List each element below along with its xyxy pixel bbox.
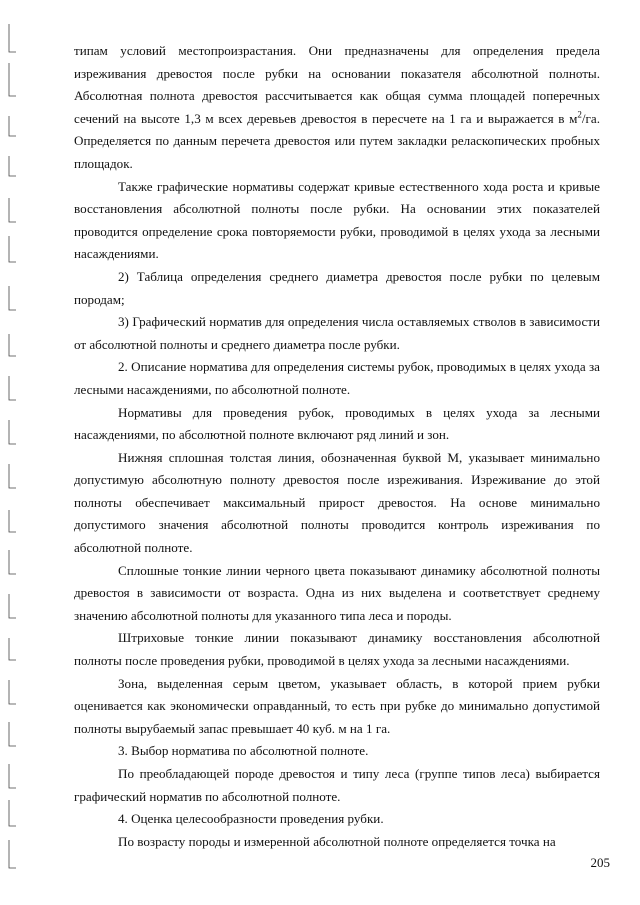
paragraph: 4. Оценка целесообразности проведения рубки.	[118, 811, 384, 827]
superscript-2: 2	[577, 109, 582, 120]
paragraph: Нижняя сплошная толстая линия, обозначенная буквой М, указывает минимально допустимую абсолютную полноту древостоя после изреживания. Изреживание до этой полноты обеспечивает максимальный прирост древостоя. На основе минимально допустимого значения абсолютной полноты проводится контроль изреживания по абсолютной полноте.	[74, 449, 600, 556]
paragraph: Также графические нормативы содержат кривые естественного хода роста и кривые восстановления абсолютной полноты после рубки. На основании этих показателей проводится определение срока повторяемости рубки, проводимой в целях ухода за лесными насаждениями.	[74, 178, 600, 262]
page-number: 205	[590, 855, 610, 870]
paragraph: Нормативы для проведения рубок, проводимых в целях ухода за лесными насаждениями, по абсолютной полноте включают ряд линий и зон.	[74, 404, 600, 443]
paragraph: Штриховые тонкие линии показывают динамику восстановления абсолютной полноты после проведения рубки, проводимой в целях ухода за лесными насаждениями.	[74, 630, 600, 669]
paragraph: 3. Выбор норматива по абсолютной полноте.	[118, 743, 369, 759]
paragraph: Зона, выделенная серым цветом, указывает область, в которой прием рубки оценивается как экономически оправданный, то есть при рубке до минимально допустимой полноты вырубаемый запас превышает 40 куб. м на 1 га.	[74, 675, 600, 736]
paragraph: По преобладающей породе древостоя и типу леса (группе типов леса) выбирается графический норматив по абсолютной полноте.	[74, 766, 600, 804]
paragraph: Сплошные тонкие линии черного цвета показывают динамику абсолютной полноты древостоя в зависимости от возраста. Одна из них выделена и соответствует среднему значению абсолютной полноты для указанного типа леса и породы.	[74, 562, 600, 623]
binding-margin-marks	[0, 0, 30, 905]
paragraph-text-part-1: типам условий местопроизрастания. Они предназначены для определения предела изреживания древостоя после рубки на основании показателя абсолютной полноты. Абсолютная полнота древостоя рассчитывается как общая сумма площадей поперечных сечений на высоте 1,3 м всех деревьев древостоя в пересчете на 1 га и выражается в м	[74, 43, 600, 126]
paragraph: 2. Описание норматива для определения системы рубок, проводимых в целях ухода за лесными насаждениями, по абсолютной полноте.	[74, 359, 600, 397]
paragraph: 2) Таблица определения среднего диаметра древостоя после рубки по целевым породам;	[74, 268, 600, 307]
paragraph-text-part-2: /га. Определяется по данным перечета древостоя или путем закладки реласкопических пробных площадок.	[74, 110, 600, 171]
page-body-text	[74, 40, 600, 853]
paragraph: 3) Графический норматив для определения числа оставляемых стволов в зависимости от абсолютной полноты и среднего диаметра после рубки.	[74, 314, 600, 352]
paragraph	[74, 40, 600, 176]
paragraph: По возрасту породы и измеренной абсолютной полноте определяется точка на	[118, 833, 556, 849]
